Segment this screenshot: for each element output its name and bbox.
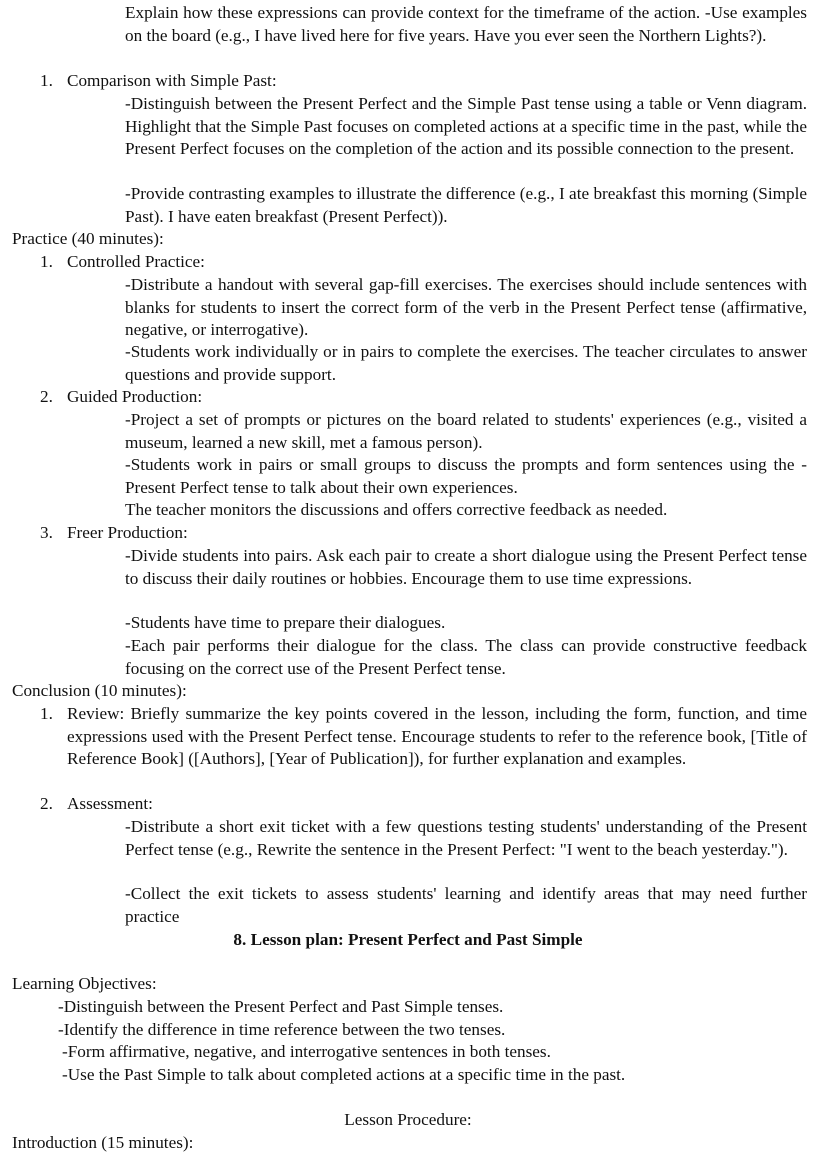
list-number: 2. (40, 387, 53, 406)
objective-item: -Form affirmative, negative, and interrogative sentences in both tenses. (62, 1042, 551, 1061)
review-paragraph: Review: Briefly summarize the key points covered in the lesson, including the form, function, and time expressions used with the Present Perfect tense. Encourage students to refer to the reference book, [Title of Reference Book] ([Authors], [Year of Publication]), for further explanation and examples. (67, 704, 807, 769)
list-number: 2. (40, 794, 53, 813)
guided-paragraph: The teacher monitors the discussions and offers corrective feedback as needed. (125, 500, 668, 519)
lesson-plan-title: 8. Lesson plan: Present Perfect and Past Simple (233, 930, 583, 949)
objective-item: -Distinguish between the Present Perfect and Past Simple tenses. (58, 997, 504, 1016)
freer-paragraph: -Divide students into pairs. Ask each pair to create a short dialogue using the Present Perfect tense to discuss their daily routines or hobbies. Encourage them to use time expressions. (125, 546, 807, 588)
list-number: 1. (40, 252, 53, 271)
guided-production-title: Guided Production: (67, 387, 203, 406)
list-number: 3. (40, 523, 53, 542)
guided-paragraph: -Project a set of prompts or pictures on the board related to students' experiences (e.g., visited a museum, learned a new skill, met a famous person). (125, 410, 807, 452)
introduction-heading: Introduction (15 minutes): (12, 1133, 194, 1152)
section-heading-conclusion: Conclusion (10 minutes): (12, 681, 187, 700)
objective-item: -Identify the difference in time reference between the two tenses. (58, 1020, 506, 1039)
lesson-procedure-heading: Lesson Procedure: (344, 1110, 472, 1129)
objective-item: -Use the Past Simple to talk about completed actions at a specific time in the past. (62, 1065, 626, 1084)
guided-paragraph: -Students work in pairs or small groups to discuss the prompts and form sentences using the -Present Perfect tense to talk about their own experiences. (125, 455, 807, 497)
comparison-paragraph: -Provide contrasting examples to illustrate the difference (e.g., I ate breakfast this morning (Simple Past). I have eaten breakfast (Present Perfect)). (125, 184, 807, 226)
comparison-title: Comparison with Simple Past: (67, 71, 277, 90)
list-number: 1. (40, 71, 53, 90)
intro-continuation: Explain how these expressions can provide context for the timeframe of the action. -Use examples on the board (e.g., I have lived here for five years. Have you ever seen the Northern Lights?). (125, 3, 807, 45)
section-heading-practice: Practice (40 minutes): (12, 229, 164, 248)
learning-objectives-heading: Learning Objectives: (12, 974, 157, 993)
freer-production-title: Freer Production: (67, 523, 188, 542)
freer-paragraph: -Each pair performs their dialogue for the class. The class can provide constructive feedback focusing on the correct use of the Present Perfect tense. (125, 636, 807, 678)
assessment-paragraph: -Distribute a short exit ticket with a few questions testing students' understanding of the Present Perfect tense (e.g., Rewrite the sentence in the Present Perfect: "I went to the beach yesterday."). (125, 817, 807, 859)
assessment-paragraph: -Collect the exit tickets to assess students' learning and identify areas that may need further practice (125, 884, 807, 926)
assessment-title: Assessment: (67, 794, 153, 813)
controlled-practice-title: Controlled Practice: (67, 252, 205, 271)
controlled-paragraph: -Distribute a handout with several gap-fill exercises. The exercises should include sentences with blanks for students to insert the correct form of the verb in the Present Perfect tense (affirmative, negative, or interrogative). (125, 275, 807, 340)
controlled-paragraph: -Students work individually or in pairs to complete the exercises. The teacher circulates to answer questions and provide support. (125, 342, 807, 384)
list-number: 1. (40, 704, 53, 723)
comparison-paragraph: -Distinguish between the Present Perfect and the Simple Past tense using a table or Venn diagram. Highlight that the Simple Past focuses on completed actions at a specific time in the past, while the Present Perfect focuses on the completion of the action and its possible connection to the present. (125, 94, 807, 159)
freer-paragraph: -Students have time to prepare their dialogues. (125, 613, 446, 632)
